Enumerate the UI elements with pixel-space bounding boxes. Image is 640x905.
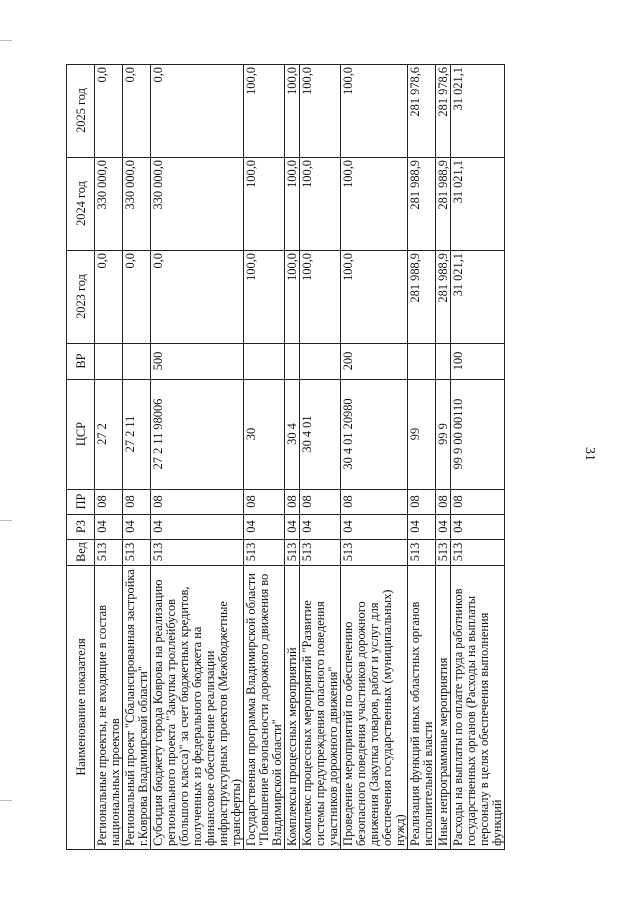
row-csr: 99 9 00 00110 [451, 380, 505, 490]
row-name: Расходы на выплаты по оплате труда работников государственных органов (Расходы на выплаты персоналу в целях обеспечения выполнения функций [451, 566, 505, 850]
row-rz: 04 [341, 515, 408, 540]
row-ved: 513 [451, 540, 505, 566]
row-2024: 330 000,0 [123, 158, 151, 251]
row-csr: 30 4 01 [300, 380, 341, 490]
row-2024: 281 988,9 [436, 158, 451, 251]
row-2023: 31 021,1 [451, 251, 505, 344]
table-row [436, 65, 451, 850]
row-2023: 100,0 [285, 251, 300, 344]
row-rz: 04 [95, 515, 123, 540]
row-name: Субсидия бюджету города Коврова на реализацию регионального проекта "Закупка троллейбусов (большого класса)" за счет бюджетных кредитов, полученных из федерального бюджета на финансовое обеспечение реализации инфраструктурных проектов (Межбюджетные трансферты) [151, 566, 244, 850]
row-name: Проведение мероприятий по обеспечению безопасного поведения участников дорожного движения (Закупка товаров, работ и услуг для обеспечения государственных (муниципальных) нужд) [341, 566, 408, 850]
row-rz: 04 [436, 515, 451, 540]
row-vr [436, 344, 451, 380]
row-pr: 08 [436, 490, 451, 515]
row-name: Государственная программа Владимирской области "Повышение безопасности дорожного движения во Владимирской области" [244, 566, 285, 850]
row-ved: 513 [436, 540, 451, 566]
header-rz: РЗ [67, 515, 95, 540]
row-2024: 100,0 [285, 158, 300, 251]
scan-edge-mark [0, 40, 12, 41]
row-csr: 30 4 01 20980 [341, 380, 408, 490]
row-2023: 281 988,9 [408, 251, 436, 344]
row-pr: 08 [123, 490, 151, 515]
row-pr: 08 [341, 490, 408, 515]
row-csr: 27 2 11 [123, 380, 151, 490]
row-vr: 100 [451, 344, 505, 380]
row-rz: 04 [300, 515, 341, 540]
table-row [123, 65, 151, 850]
row-2024: 100,0 [244, 158, 285, 251]
row-pr: 08 [151, 490, 244, 515]
row-vr [95, 344, 123, 380]
row-ved: 513 [95, 540, 123, 566]
rotated-table-container [66, 65, 556, 850]
header-vr: ВР [67, 344, 95, 380]
row-2025: 100,0 [300, 65, 341, 158]
table-row [244, 65, 285, 850]
table-row [151, 65, 244, 850]
header-pr: ПР [67, 490, 95, 515]
row-2023: 100,0 [300, 251, 341, 344]
row-2024: 100,0 [300, 158, 341, 251]
table-row [451, 65, 505, 850]
header-csr: ЦСР [67, 380, 95, 490]
row-2023: 281 988,9 [436, 251, 451, 344]
row-name: Комплекс процессных мероприятий "Развитие системы предупреждения опасного поведения участников дорожного движения" [300, 566, 341, 850]
row-ved: 513 [151, 540, 244, 566]
row-2024: 330 000,0 [151, 158, 244, 251]
row-csr: 99 [408, 380, 436, 490]
row-csr: 30 [244, 380, 285, 490]
row-pr: 08 [408, 490, 436, 515]
header-2023: 2023 год [67, 251, 95, 344]
row-rz: 04 [285, 515, 300, 540]
row-rz: 04 [244, 515, 285, 540]
row-ved: 513 [341, 540, 408, 566]
row-2023: 0,0 [95, 251, 123, 344]
row-pr: 08 [244, 490, 285, 515]
row-2025: 281 978,6 [436, 65, 451, 158]
row-2025: 281 978,6 [408, 65, 436, 158]
row-2025: 0,0 [123, 65, 151, 158]
table-row [95, 65, 123, 850]
row-rz: 04 [451, 515, 505, 540]
row-2025: 0,0 [151, 65, 244, 158]
row-rz: 04 [408, 515, 436, 540]
header-2025: 2025 год [67, 65, 95, 158]
row-2024: 100,0 [341, 158, 408, 251]
table-row [300, 65, 341, 850]
table-row [408, 65, 436, 850]
row-2025: 100,0 [285, 65, 300, 158]
scan-edge-mark [0, 520, 12, 521]
row-2023: 0,0 [151, 251, 244, 344]
row-rz: 04 [151, 515, 244, 540]
row-vr [244, 344, 285, 380]
row-vr [285, 344, 300, 380]
table-row [341, 65, 408, 850]
row-2024: 330 000,0 [95, 158, 123, 251]
header-2024: 2024 год [67, 158, 95, 251]
budget-table [66, 64, 505, 850]
row-csr: 27 2 11 98006 [151, 380, 244, 490]
table-header-row [67, 65, 95, 850]
row-name: Иные непрограммные мероприятия [436, 566, 451, 850]
row-rz: 04 [123, 515, 151, 540]
row-name: Региональные проекты, не входящие в состав национальных проектов [95, 566, 123, 850]
row-name: Комплексы процессных мероприятий [285, 566, 300, 850]
row-csr: 30 4 [285, 380, 300, 490]
scan-edge-mark [0, 800, 12, 801]
row-ved: 513 [285, 540, 300, 566]
row-ved: 513 [300, 540, 341, 566]
row-vr [123, 344, 151, 380]
table-row [285, 65, 300, 850]
row-name: Реализация функций иных областных органов исполнительной власти [408, 566, 436, 850]
row-vr: 500 [151, 344, 244, 380]
row-2023: 100,0 [244, 251, 285, 344]
row-2024: 31 021,1 [451, 158, 505, 251]
row-2023: 0,0 [123, 251, 151, 344]
row-2025: 31 021,1 [451, 65, 505, 158]
row-2024: 281 988,9 [408, 158, 436, 251]
row-name: Региональный проект "Сбалансированная застройка г.Коврова Владимирской области" [123, 566, 151, 850]
header-ved: Вед [67, 540, 95, 566]
row-2025: 100,0 [244, 65, 285, 158]
row-vr: 200 [341, 344, 408, 380]
row-csr: 27 2 [95, 380, 123, 490]
row-pr: 08 [451, 490, 505, 515]
row-2025: 0,0 [95, 65, 123, 158]
row-csr: 99 9 [436, 380, 451, 490]
row-pr: 08 [95, 490, 123, 515]
row-ved: 513 [408, 540, 436, 566]
row-pr: 08 [285, 490, 300, 515]
row-vr [300, 344, 341, 380]
row-pr: 08 [300, 490, 341, 515]
header-name: Наименование показателя [67, 566, 95, 850]
row-ved: 513 [123, 540, 151, 566]
page-number: 31 [582, 447, 597, 461]
row-ved: 513 [244, 540, 285, 566]
row-vr [408, 344, 436, 380]
row-2025: 100,0 [341, 65, 408, 158]
row-2023: 100,0 [341, 251, 408, 344]
